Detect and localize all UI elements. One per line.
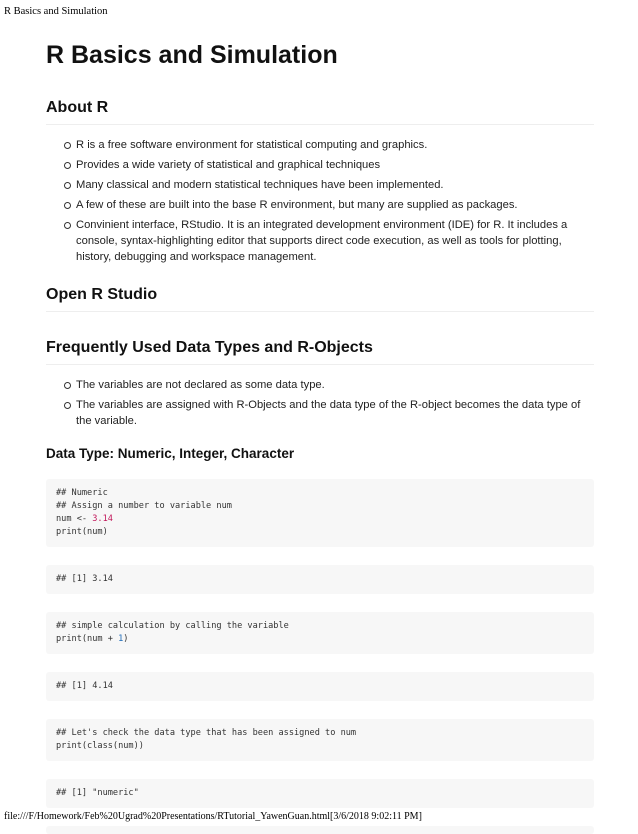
section-heading-about: About R: [46, 98, 594, 125]
list-item: R is a free software environment for statistical computing and graphics.: [64, 137, 594, 153]
code-block-partial: [46, 826, 594, 834]
code-block: ## Let's check the data type that has been assigned to num print(class(num)): [46, 719, 594, 761]
bullet-icon: [64, 402, 71, 409]
document-content: [46, 34, 594, 834]
list-item: Provides a wide variety of statistical and graphical techniques: [64, 157, 594, 173]
list-item: Many classical and modern statistical techniques have been implemented.: [64, 177, 594, 193]
list-item: The variables are assigned with R-Objects and the data type of the R-object becomes the data type of the variable.: [64, 397, 594, 429]
bullet-icon: [64, 202, 71, 209]
bullet-icon: [64, 382, 71, 389]
section-heading-data-types: Frequently Used Data Types and R-Objects: [46, 338, 594, 365]
bullet-icon: [64, 222, 71, 229]
page-title: R Basics and Simulation: [46, 41, 338, 69]
bullet-icon: [64, 162, 71, 169]
output-block: ## [1] "numeric": [46, 779, 594, 808]
output-block: ## [1] 3.14: [46, 565, 594, 594]
output-block: ## [1] 4.14: [46, 672, 594, 701]
data-types-list: [46, 377, 594, 429]
subsection-heading-data-type: Data Type: Numeric, Integer, Character: [46, 446, 295, 461]
print-footer: file:///F/Homework/Feb%20Ugrad%20Presentations/RTutorial_YawenGuan.html[3/6/2018 9:02:11 PM]: [4, 811, 422, 822]
list-item: Convinient interface, RStudio. It is an integrated development environment (IDE) for R. It includes a console, syntax-highlighting editor that supports direct code execution, as well as tools for plotting, history, debugging and workspace management.: [64, 217, 594, 265]
about-list: [46, 137, 594, 265]
bullet-icon: [64, 182, 71, 189]
list-item: A few of these are built into the base R environment, but many are supplied as packages.: [64, 197, 594, 213]
print-header: R Basics and Simulation: [4, 6, 108, 17]
bullet-icon: [64, 142, 71, 149]
code-block: ## simple calculation by calling the variable print(num + 1): [46, 612, 594, 654]
section-heading-open-rstudio: Open R Studio: [46, 285, 594, 312]
code-block: ## Numeric ## Assign a number to variable num num <- 3.14 print(num): [46, 479, 594, 547]
list-item: The variables are not declared as some data type.: [64, 377, 594, 393]
